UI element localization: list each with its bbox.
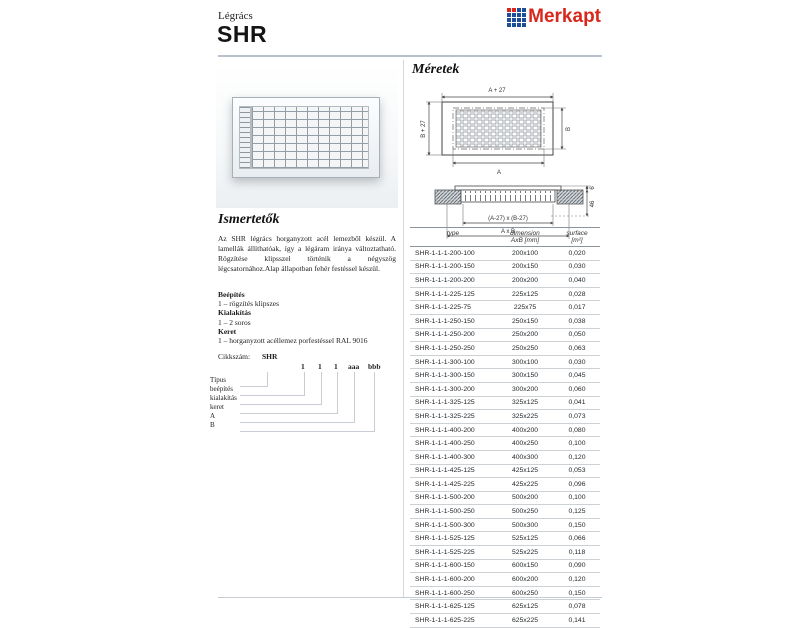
dim-label-a: A xyxy=(496,170,502,176)
table-row xyxy=(410,274,600,288)
code-connector-line xyxy=(240,372,375,432)
cell-type: SHR-1-1-1-525-125 xyxy=(415,535,475,543)
dim-label-a27: A + 27 xyxy=(488,88,506,94)
grille-grid-core xyxy=(251,106,369,169)
cell-surface: 0,053 xyxy=(568,467,586,475)
cell-surface: 0,118 xyxy=(568,548,586,556)
cell-type: SHR-1-1-1-200-200 xyxy=(415,276,475,284)
table-row xyxy=(410,397,600,411)
cell-surface: 0,038 xyxy=(568,317,586,325)
cell-dimension: 500x300 xyxy=(511,521,539,529)
cell-surface: 0,073 xyxy=(568,412,586,420)
cell-surface: 0,050 xyxy=(568,331,586,339)
table-row xyxy=(410,614,600,628)
merkapt-logo-icon xyxy=(507,8,526,27)
cell-surface: 0,120 xyxy=(568,576,586,584)
table-row xyxy=(410,519,600,533)
cell-surface: 0,020 xyxy=(568,249,586,257)
spec-list xyxy=(218,290,398,345)
cell-type: SHR-1-1-1-600-150 xyxy=(415,562,475,570)
table-row xyxy=(410,465,600,479)
order-code-token: aaa xyxy=(348,362,360,371)
cell-dimension: 400x200 xyxy=(511,426,539,434)
cell-type: SHR-1-1-1-325-125 xyxy=(415,399,475,407)
cell-dimension: 600x150 xyxy=(511,562,539,570)
cell-surface: 0,078 xyxy=(568,603,586,611)
grille-lamella-strip xyxy=(239,106,251,169)
cell-dimension: 400x300 xyxy=(511,453,539,461)
spec-value: 1 – 2 soros xyxy=(218,317,251,327)
cell-dimension: 600x250 xyxy=(511,589,539,597)
cell-type: SHR-1-1-1-225-125 xyxy=(415,290,475,298)
cell-dimension: 500x200 xyxy=(511,494,539,502)
grille-image xyxy=(232,97,380,178)
order-code-token: 1 xyxy=(318,362,322,371)
order-code-token: 1 xyxy=(334,362,338,371)
legend-label: B xyxy=(210,421,215,429)
cell-dimension: 300x100 xyxy=(511,358,539,366)
legend-label: kialakítás xyxy=(210,394,237,402)
table-row xyxy=(410,288,600,302)
cell-type: SHR-1-1-1-300-150 xyxy=(415,372,475,380)
about-heading: Ismertetők xyxy=(218,212,280,227)
cell-surface: 0,030 xyxy=(568,358,586,366)
order-code-prefix: SHR xyxy=(262,352,278,361)
legend-label: keret xyxy=(210,403,224,411)
brand-logo xyxy=(507,6,601,28)
table-row xyxy=(410,247,600,261)
cell-type: SHR-1-1-1-525-225 xyxy=(415,548,475,556)
cell-dimension: 425x225 xyxy=(511,480,539,488)
cell-surface: 0,100 xyxy=(568,440,586,448)
about-text: Az SHR légrács horganyzott acél lemezből készül. A lamellák állíthatóak, így a légáram iránya változtatható. Rögzítése klipsszel történik a négyszög légcsatornához.Alap állapotban fehér festéssel készül. xyxy=(218,234,396,273)
cell-surface: 0,120 xyxy=(568,453,586,461)
cell-dimension: 250x200 xyxy=(511,331,539,339)
cell-dimension: 425x125 xyxy=(511,467,539,475)
cell-surface: 0,150 xyxy=(568,521,586,529)
col-header-dimension: dimension AxB [mm] xyxy=(510,230,540,244)
table-row xyxy=(410,329,600,343)
spec-item xyxy=(218,327,398,345)
cell-dimension: 200x200 xyxy=(511,276,539,284)
table-row xyxy=(410,505,600,519)
spec-label: Beépítés xyxy=(218,290,245,299)
legend-label: beépítés xyxy=(210,385,233,393)
cell-surface: 0,141 xyxy=(568,616,586,624)
cell-dimension: 500x250 xyxy=(511,508,539,516)
table-row xyxy=(410,573,600,587)
cell-type: SHR-1-1-1-600-250 xyxy=(415,589,475,597)
table-row xyxy=(410,424,600,438)
cell-dimension: 625x225 xyxy=(511,616,539,624)
cell-dimension: 400x250 xyxy=(511,440,539,448)
product-photo xyxy=(216,64,398,208)
table-row xyxy=(410,383,600,397)
cell-dimension: 225x75 xyxy=(513,304,537,312)
order-code-token: bbb xyxy=(368,362,381,371)
table-row xyxy=(410,356,600,370)
cell-dimension: 250x250 xyxy=(511,344,539,352)
cell-surface: 0,041 xyxy=(568,399,586,407)
spec-label: Keret xyxy=(218,326,237,336)
cell-dimension: 300x200 xyxy=(511,385,539,393)
cell-dimension: 600x200 xyxy=(511,576,539,584)
column-divider xyxy=(403,60,404,597)
table-row xyxy=(410,600,600,614)
cell-type: SHR-1-1-1-500-200 xyxy=(415,494,475,502)
col-header-surface: surface [m²] xyxy=(566,230,588,244)
cell-dimension: 225x125 xyxy=(511,290,539,298)
table-row xyxy=(410,451,600,465)
dim-label-b27: B + 27 xyxy=(421,120,427,138)
cell-dimension: 300x150 xyxy=(511,372,539,380)
dim-label-b: B xyxy=(566,126,572,132)
cell-type: SHR-1-1-1-425-125 xyxy=(415,467,475,475)
brand-name: Merkapt xyxy=(528,6,601,27)
table-row xyxy=(410,532,600,546)
cell-surface: 0,040 xyxy=(568,276,586,284)
cell-dimension: 525x225 xyxy=(511,548,539,556)
cell-type: SHR-1-1-1-225-75 xyxy=(415,304,471,312)
cell-type: SHR-1-1-1-625-125 xyxy=(415,603,475,611)
cell-surface: 0,090 xyxy=(568,562,586,570)
cell-type: SHR-1-1-1-300-100 xyxy=(415,358,475,366)
spec-label: Kialakítás xyxy=(218,308,251,318)
table-row xyxy=(410,342,600,356)
table-row xyxy=(410,437,600,451)
cell-surface: 0,100 xyxy=(568,494,586,502)
cell-dimension: 525x125 xyxy=(511,535,539,543)
cell-surface: 0,080 xyxy=(568,426,586,434)
table-row xyxy=(410,301,600,315)
product-category: Légrács xyxy=(218,10,253,22)
order-code-label: Cikkszám: xyxy=(218,352,251,361)
cell-dimension: 200x100 xyxy=(511,249,539,257)
cell-surface: 0,063 xyxy=(568,344,586,352)
cell-type: SHR-1-1-1-250-250 xyxy=(415,344,475,352)
cell-type: SHR-1-1-1-200-150 xyxy=(415,263,475,271)
cell-type: SHR-1-1-1-325-225 xyxy=(415,412,475,420)
table-row xyxy=(410,478,600,492)
order-code-token: 1 xyxy=(301,362,305,371)
spec-item xyxy=(218,290,398,308)
cell-surface: 0,045 xyxy=(568,372,586,380)
table-header xyxy=(410,227,600,247)
dimensions-heading: Méretek xyxy=(412,62,460,77)
table-row xyxy=(410,369,600,383)
table-row xyxy=(410,560,600,574)
col-header-type: type xyxy=(446,230,460,237)
dim-label-outer: A x B xyxy=(500,229,516,235)
spec-value: 1 – horganyzott acéllemez porfestéssel RAL 9016 xyxy=(218,336,368,346)
table-row xyxy=(410,546,600,560)
page-title: SHR xyxy=(217,21,268,47)
cell-type: SHR-1-1-1-400-300 xyxy=(415,453,475,461)
cell-type: SHR-1-1-1-400-250 xyxy=(415,440,475,448)
page-content xyxy=(178,0,603,624)
cell-dimension: 625x125 xyxy=(511,603,539,611)
cell-type: SHR-1-1-1-625-225 xyxy=(415,616,475,624)
cell-surface: 0,150 xyxy=(568,589,586,597)
spec-item xyxy=(218,308,398,326)
header-divider xyxy=(218,55,602,57)
cell-dimension: 325x125 xyxy=(511,399,539,407)
cell-type: SHR-1-1-1-600-200 xyxy=(415,576,475,584)
size-table xyxy=(410,227,600,628)
legend-label: Típus xyxy=(210,376,226,384)
dim-label-inner: (A-27) x (B-27) xyxy=(488,216,528,222)
legend-label: A xyxy=(210,412,216,420)
cell-surface: 0,060 xyxy=(568,385,586,393)
cell-type: SHR-1-1-1-200-100 xyxy=(415,249,475,257)
cell-type: SHR-1-1-1-425-225 xyxy=(415,480,475,488)
cell-surface: 0,028 xyxy=(568,290,586,298)
cell-type: SHR-1-1-1-500-300 xyxy=(415,521,475,529)
table-row xyxy=(410,261,600,275)
cell-type: SHR-1-1-1-400-200 xyxy=(415,426,475,434)
spec-value: 1 – rögzítés klipszes xyxy=(218,299,280,309)
cell-type: SHR-1-1-1-500-250 xyxy=(415,508,475,516)
table-row xyxy=(410,410,600,424)
cell-dimension: 200x150 xyxy=(511,263,539,271)
cell-type: SHR-1-1-1-250-200 xyxy=(415,331,475,339)
front-view-drawing xyxy=(420,83,572,177)
cell-surface: 0,066 xyxy=(568,535,586,543)
cell-surface: 0,096 xyxy=(568,480,586,488)
dim-label-flange: 6 xyxy=(590,186,596,190)
order-code-legend xyxy=(210,376,237,430)
cell-dimension: 250x150 xyxy=(511,317,539,325)
cell-surface: 0,125 xyxy=(568,508,586,516)
cell-dimension: 325x225 xyxy=(511,412,539,420)
table-row xyxy=(410,315,600,329)
cell-type: SHR-1-1-1-300-200 xyxy=(415,385,475,393)
cell-surface: 0,017 xyxy=(568,304,586,312)
cell-type: SHR-1-1-1-250-150 xyxy=(415,317,475,325)
table-row xyxy=(410,587,600,601)
dim-label-depth: 46 xyxy=(590,200,596,208)
cell-surface: 0,030 xyxy=(568,263,586,271)
table-row xyxy=(410,492,600,506)
